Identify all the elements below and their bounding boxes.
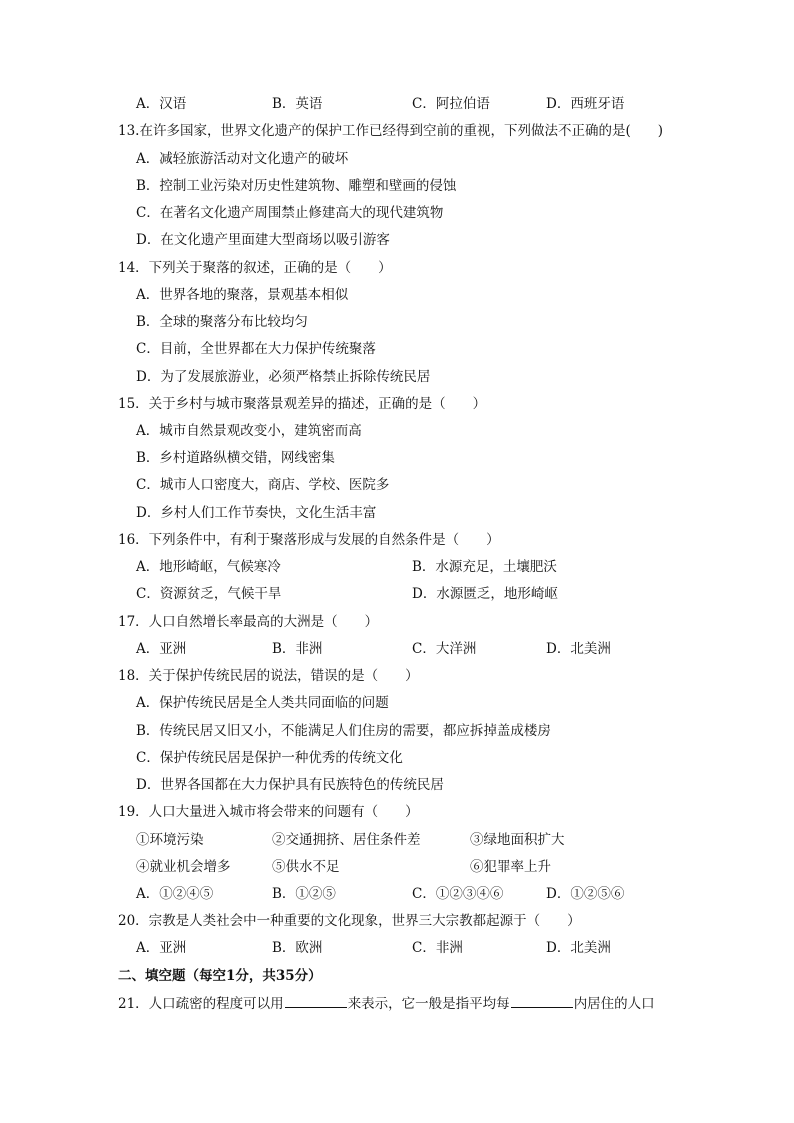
- q21-blank-1[interactable]: [285, 992, 347, 1008]
- q17-option-c: C．大洋洲: [412, 641, 477, 657]
- q20-option-b: B．欧洲: [272, 940, 323, 956]
- q16-stem: 16．下列条件中，有利于聚落形成与发展的自然条件是（ ）: [118, 532, 500, 548]
- q14-option-b: B．全球的聚落分布比较均匀: [136, 314, 308, 330]
- q15-option-a: A．城市自然景观改变小，建筑密而高: [136, 423, 362, 439]
- q13-option-a: A．减轻旅游活动对文化遗产的破坏: [136, 151, 349, 167]
- q16-option-d: D．水源匮乏，地形崎岖: [412, 586, 558, 602]
- q21-blank-2[interactable]: [511, 992, 573, 1008]
- q18-option-c: C．保护传统民居是保护一种优秀的传统文化: [136, 750, 403, 766]
- q14-option-a: A．世界各地的聚落，景观基本相似: [136, 287, 349, 303]
- q17-stem: 17．人口自然增长率最高的大洲是（ ）: [118, 614, 379, 630]
- q19-option-a: A．①②④⑤: [136, 886, 214, 902]
- q15-option-d: D．乡村人们工作节奏快，文化生活丰富: [136, 505, 377, 521]
- q18-option-a: A．保护传统民居是全人类共同面临的问题: [136, 695, 389, 711]
- q21-text-3: 内居住的人口: [573, 996, 655, 1012]
- q19-item-6: ⑥犯罪率上升: [470, 859, 551, 875]
- q15-option-b: B．乡村道路纵横交错，网线密集: [136, 450, 335, 466]
- q12-option-b: B．英语: [272, 96, 323, 112]
- q17-option-a: A．亚洲: [136, 641, 187, 657]
- q14-option-d: D．为了发展旅游业，必须严格禁止拆除传统民居: [136, 369, 431, 385]
- q13-option-c: C．在著名文化遗产周围禁止修建高大的现代建筑物: [136, 205, 444, 221]
- q21-text-1: 21．人口疏密的程度可以用: [118, 996, 284, 1012]
- q15-stem: 15．关于乡村与城市聚落景观差异的描述，正确的是（ ）: [118, 396, 487, 412]
- q16-option-c: C．资源贫乏，气候干旱: [136, 586, 282, 602]
- q21-stem: [118, 992, 655, 1014]
- q16-option-b: B．水源充足，土壤肥沃: [412, 559, 557, 575]
- q12-option-a: A．汉语: [136, 96, 187, 112]
- q19-item-5: ⑤供水不足: [272, 859, 340, 875]
- q19-option-c: C．①②③④⑥: [412, 886, 504, 902]
- q19-item-4: ④就业机会增多: [136, 859, 231, 875]
- q13-option-b: B．控制工业污染对历史性建筑物、雕塑和壁画的侵蚀: [136, 178, 457, 194]
- q17-option-b: B．非洲: [272, 641, 323, 657]
- q18-option-d: D．世界各国都在大力保护具有民族特色的传统民居: [136, 777, 444, 793]
- q19-option-d: D．①②⑤⑥: [546, 886, 625, 902]
- q14-stem: 14．下列关于聚落的叙述，正确的是（ ）: [118, 260, 392, 276]
- q19-stem: 19．人口大量进入城市将会带来的问题有（ ）: [118, 804, 419, 820]
- q16-option-a: A．地形崎岖，气候寒冷: [136, 559, 281, 575]
- q20-option-a: A．亚洲: [136, 940, 187, 956]
- q13-stem: 13.在许多国家，世界文化遗产的保护工作已经得到空前的重视，下列做法不正确的是( ): [118, 123, 664, 139]
- q20-option-c: C．非洲: [412, 940, 463, 956]
- q15-option-c: C．城市人口密度大，商店、学校、医院多: [136, 477, 390, 493]
- q19-option-b: B．①②⑤: [272, 886, 336, 902]
- q19-item-2: ②交通拥挤、居住条件差: [272, 832, 421, 848]
- q12-option-c: C．阿拉伯语: [412, 96, 490, 112]
- q12-option-d: D．西班牙语: [546, 96, 625, 112]
- q18-option-b: B．传统民居又旧又小，不能满足人们住房的需要，都应拆掉盖成楼房: [136, 723, 551, 739]
- q14-option-c: C．目前，全世界都在大力保护传统聚落: [136, 341, 376, 357]
- q20-stem: 20．宗教是人类社会中一种重要的文化现象，世界三大宗教都起源于（ ）: [118, 913, 581, 929]
- q17-option-d: D．北美洲: [546, 641, 611, 657]
- q21-text-2: 来表示，它一般是指平均每: [347, 996, 510, 1012]
- q13-option-d: D．在文化遗产里面建大型商场以吸引游客: [136, 232, 390, 248]
- q19-item-3: ③绿地面积扩大: [470, 832, 565, 848]
- q18-stem: 18．关于保护传统民居的说法，错误的是（ ）: [118, 668, 419, 684]
- q20-option-d: D．北美洲: [546, 940, 611, 956]
- section-heading-fill-in: 二、填空题（每空1分，共35分）: [118, 968, 322, 984]
- q19-item-1: ①环境污染: [136, 832, 204, 848]
